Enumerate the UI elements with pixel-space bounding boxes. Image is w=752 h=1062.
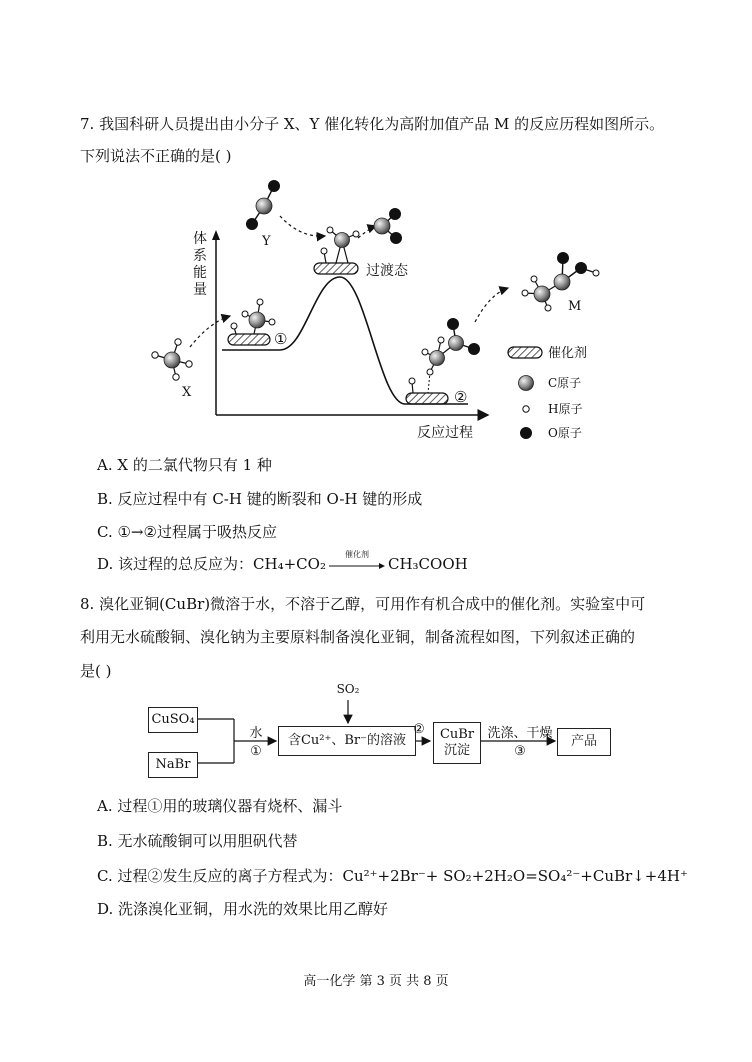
catalyst-pad-ts (314, 263, 358, 274)
q8-option-c: C. 过程②发生反应的离子方程式为：Cu²⁺+2Br⁻+ SO₂+2H₂O=SO₄²⁻+CuBr↓+4H⁺ (97, 867, 688, 885)
y-axis-arrowhead (212, 230, 220, 240)
q8-stem-line2: 利用无水硫酸铜、溴化钠为主要原料制备溴化亚铜，制备流程如图，下列叙述正确的 (80, 628, 636, 646)
legend-catalyst-label: 催化剂 (548, 346, 588, 361)
q7-stem-line1: 7. 我国科研人员提出由小分子 X、Y 催化转化为高附加值产品 M 的反应历程如图所示。 (80, 115, 665, 133)
step-1-label: ① (274, 330, 288, 348)
catalyst-arrow (328, 550, 386, 574)
y-axis-label-2: 系 (193, 248, 207, 264)
legend-c-label: C原子 (548, 376, 582, 390)
page-footer: 高一化学 第 3 页 共 8 页 (303, 974, 449, 989)
box-cuso4: CuSO₄ (148, 707, 198, 733)
reaction-energy-diagram (130, 172, 650, 447)
q8-option-a: A. 过程①用的玻璃仪器有烧杯、漏斗 (97, 797, 343, 815)
legend-h-swatch (523, 406, 529, 412)
box-solution: 含Cu²⁺、Br⁻的溶液 (278, 726, 416, 756)
q8-option-b: B. 无水硫酸铜可以用胆矾代替 (97, 832, 298, 850)
legend-c-swatch (519, 376, 534, 391)
x-axis-label: 反应过程 (417, 425, 473, 441)
legend-catalyst-swatch (508, 347, 542, 358)
precipitate-label: 沉淀 (443, 743, 470, 758)
transition-state-label: 过渡态 (366, 263, 408, 279)
legend-h-label: H原子 (548, 402, 583, 416)
label-step2: ② (413, 722, 425, 737)
q7-option-d (97, 550, 468, 574)
label-x: X (182, 385, 192, 400)
legend-o-label: O原子 (548, 426, 582, 440)
q8-option-d: D. 洗涤溴化亚铜，用水洗的效果比用乙醇好 (97, 900, 389, 918)
q7-option-d-suffix: CH₃COOH (387, 555, 468, 573)
label-water: 水 (249, 726, 263, 741)
box-nabr: NaBr (148, 752, 198, 778)
y-axis-label-1: 体 (193, 231, 207, 247)
arrow-y-to-ts (280, 216, 325, 236)
arrow-to-m (475, 288, 508, 322)
catalyst-pad-1 (228, 334, 270, 345)
catalyst-arrow-label: 催化剂 (344, 550, 369, 559)
arrow-x-to-catalyst (190, 316, 230, 347)
transition-state-complex (321, 227, 359, 263)
label-wash-dry: 洗涤、干燥 (487, 726, 553, 741)
molecule-m (522, 252, 599, 311)
catalyst-pad-2 (406, 393, 448, 404)
label-m: M (568, 299, 582, 314)
q7-stem-line2: 下列说法不正确的是( ) (80, 147, 232, 165)
ts-co2-fragment (374, 208, 402, 244)
box-product: 产品 (557, 728, 611, 756)
q7-option-a: A. X 的二氯代物只有 1 种 (97, 456, 272, 474)
label-y: Y (262, 234, 271, 249)
y-axis-label-3: 能 (193, 265, 207, 281)
legend-o-swatch (520, 427, 532, 439)
arrow-ts-co2 (358, 226, 376, 238)
cubr-label: CuBr (439, 727, 475, 742)
molecule-x (152, 339, 192, 380)
q8-stem-line1: 8. 溴化亚铜(CuBr)微溶于水，不溶于乙醇，可用作有机合成中的催化剂。实验室中可 (80, 595, 646, 613)
label-step3: ③ (514, 744, 526, 759)
step-2-label: ② (454, 388, 468, 406)
molecule-y (246, 180, 280, 230)
y-axis-label-4: 量 (193, 282, 207, 298)
adsorbed-product (409, 318, 480, 393)
legend (508, 345, 587, 440)
catalyst-arrow-line (328, 554, 386, 574)
adsorbed-ch3 (231, 299, 275, 334)
q7-option-b: B. 反应过程中有 C-H 键的断裂和 O-H 键的形成 (97, 490, 423, 508)
preparation-flowchart (140, 682, 620, 782)
q7-option-c: C. ①→②过程属于吸热反应 (97, 523, 277, 541)
q7-option-d-prefix: D. 该过程的总反应为：CH₄+CO₂ (97, 555, 326, 573)
q8-stem-line3: 是( ) (80, 662, 112, 680)
box-cubr-precipitate (433, 722, 481, 764)
label-so2: SO₂ (336, 682, 360, 696)
label-step1: ① (250, 744, 262, 759)
